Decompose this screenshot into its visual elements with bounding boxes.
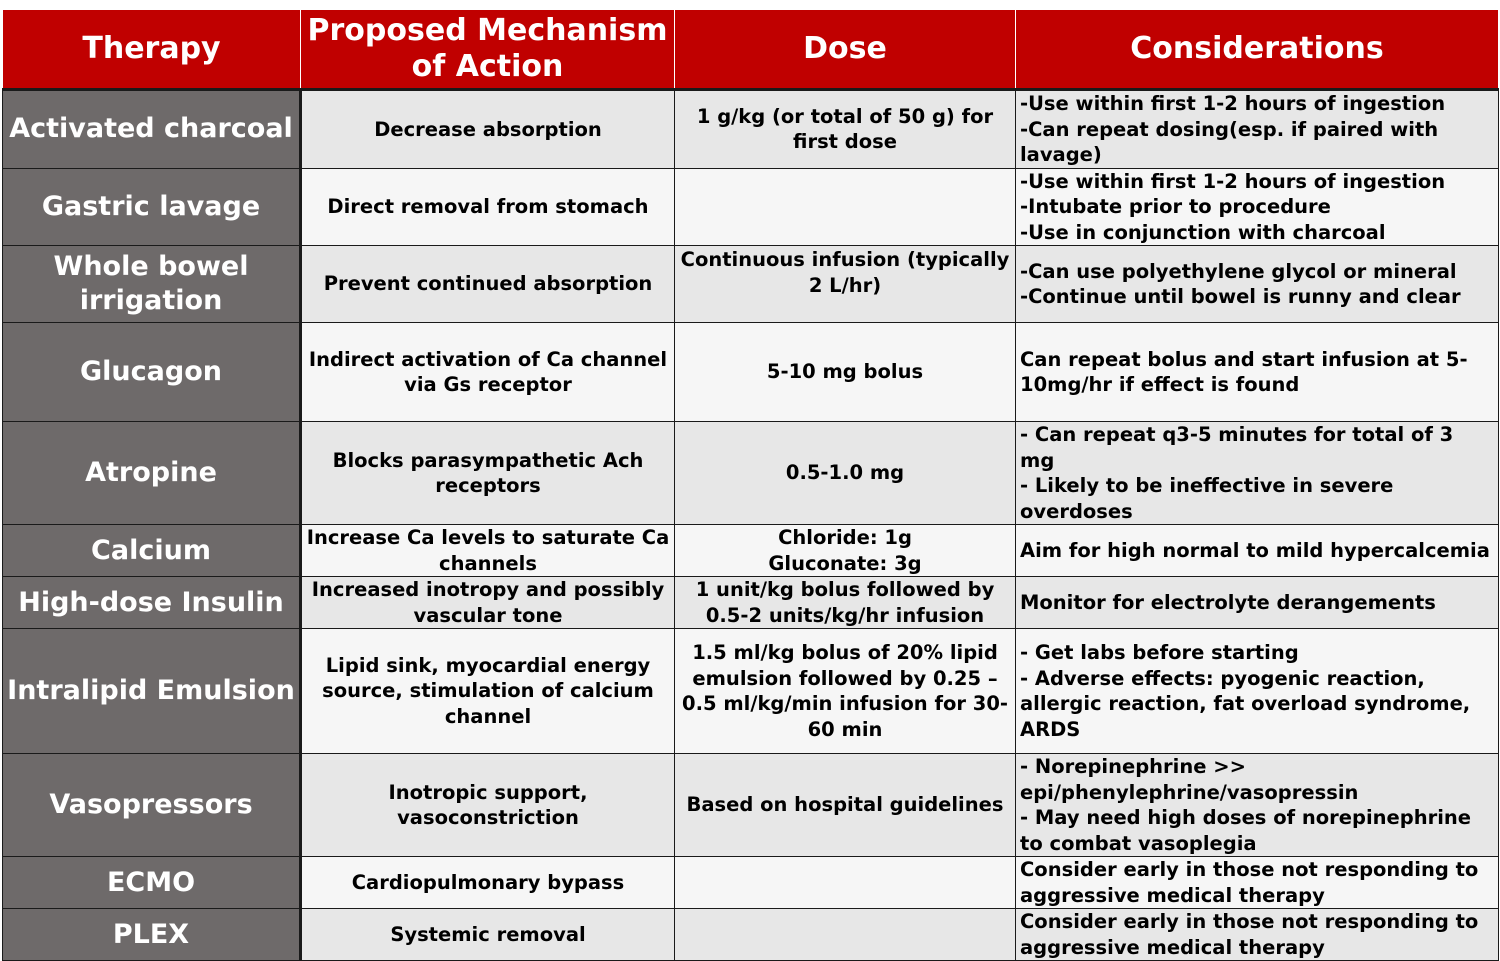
considerations-cell	[1016, 857, 1499, 909]
mechanism-cell: Lipid sink, myocardial energy source, stimulation of calcium channel	[301, 629, 675, 754]
therapy-name: Gastric lavage	[3, 168, 301, 246]
consideration-line: -Use in conjunction with charcoal	[1020, 220, 1386, 244]
dose-cell: 0.5-1.0 mg	[675, 422, 1016, 525]
mechanism-cell: Indirect activation of Ca channel via Gs receptor	[301, 323, 675, 422]
table-row	[3, 525, 1499, 577]
consideration-line: -Continue until bowel is runny and clear	[1020, 285, 1461, 308]
table-row	[3, 857, 1499, 909]
header-row	[3, 10, 1499, 90]
dose-cell: 5-10 mg bolus	[675, 323, 1016, 422]
mechanism-cell: Increased inotropy and possibly vascular tone	[301, 577, 675, 629]
mechanism-cell: Direct removal from stomach	[301, 168, 675, 246]
mechanism-cell: Blocks parasympathetic Ach receptors	[301, 422, 675, 525]
therapy-name: Atropine	[3, 422, 301, 525]
dose-line: Chloride: 1g	[778, 526, 912, 549]
considerations-cell	[1016, 629, 1499, 754]
mechanism-cell: Decrease absorption	[301, 90, 675, 169]
consideration-line: Monitor for electrolyte derangements	[1020, 590, 1436, 614]
consideration-line: - May need high doses of norepinephrine to combat vasoplegia	[1020, 806, 1471, 855]
consideration-line: - Likely to be ineffective in severe overdoses	[1020, 474, 1394, 523]
mechanism-cell: Systemic removal	[301, 909, 675, 961]
consideration-line: -Use within first 1-2 hours of ingestion	[1020, 92, 1446, 115]
therapy-name: Glucagon	[3, 323, 301, 422]
therapy-table-container	[2, 10, 1498, 961]
therapy-name: Intralipid Emulsion	[3, 629, 301, 754]
considerations-cell	[1016, 246, 1499, 323]
considerations-cell	[1016, 422, 1499, 525]
dose-cell	[675, 909, 1016, 961]
dose-cell: Based on hospital guidelines	[675, 754, 1016, 857]
header-dose: Dose	[675, 10, 1016, 90]
table-row	[3, 323, 1499, 422]
header-therapy: Therapy	[3, 10, 301, 90]
consideration-line: - Get labs before starting	[1020, 641, 1299, 664]
dose-cell: 1.5 ml/kg bolus of 20% lipid emulsion followed by 0.25 – 0.5 ml/kg/min infusion for 30-60 min	[675, 629, 1016, 754]
consideration-line: Consider early in those not responding to aggressive medical therapy	[1020, 910, 1479, 959]
considerations-cell	[1016, 323, 1499, 422]
considerations-cell	[1016, 90, 1499, 169]
dose-cell	[675, 168, 1016, 246]
consideration-line: Can repeat bolus and start infusion at 5-10mg/hr if effect is found	[1020, 347, 1468, 396]
consideration-line: Aim for high normal to mild hypercalcemia	[1020, 538, 1490, 562]
mechanism-cell: Increase Ca levels to saturate Ca channels	[301, 525, 675, 577]
consideration-line: -Can use polyethylene glycol or mineral	[1020, 259, 1457, 283]
considerations-cell	[1016, 909, 1499, 961]
dose-line: Gluconate: 3g	[768, 551, 922, 575]
dose-cell: Continuous infusion (typically 2 L/hr)	[675, 246, 1016, 323]
dose-cell	[675, 857, 1016, 909]
considerations-cell	[1016, 577, 1499, 629]
consideration-line: - Adverse effects: pyogenic reaction, allergic reaction, fat overload syndrome, ARDS	[1020, 666, 1471, 741]
dose-cell	[675, 525, 1016, 577]
table-row	[3, 246, 1499, 323]
table-row	[3, 422, 1499, 525]
table-row	[3, 168, 1499, 246]
dose-cell: 1 g/kg (or total of 50 g) for first dose	[675, 90, 1016, 169]
consideration-line: -Intubate prior to procedure	[1020, 195, 1331, 218]
table-row	[3, 754, 1499, 857]
consideration-line: - Norepinephrine >> epi/phenylephrine/vasopressin	[1020, 755, 1359, 804]
table-row	[3, 90, 1499, 169]
therapy-name: Activated charcoal	[3, 90, 301, 169]
dose-cell: 1 unit/kg bolus followed by 0.5-2 units/kg/hr infusion	[675, 577, 1016, 629]
consideration-line: -Use within first 1-2 hours of ingestion	[1020, 169, 1446, 193]
therapy-name: Vasopressors	[3, 754, 301, 857]
therapy-name: High-dose Insulin	[3, 577, 301, 629]
considerations-cell	[1016, 168, 1499, 246]
mechanism-cell: Inotropic support, vasoconstriction	[301, 754, 675, 857]
considerations-cell	[1016, 525, 1499, 577]
considerations-cell	[1016, 754, 1499, 857]
therapy-name: PLEX	[3, 909, 301, 961]
therapy-name: ECMO	[3, 857, 301, 909]
header-mechanism	[301, 10, 675, 90]
therapy-table	[2, 10, 1499, 961]
table-row	[3, 629, 1499, 754]
mechanism-cell: Cardiopulmonary bypass	[301, 857, 675, 909]
consideration-line: - Can repeat q3-5 minutes for total of 3 mg	[1020, 423, 1454, 472]
header-mechanism-line1: Proposed Mechanism	[307, 13, 668, 48]
therapy-name: Whole bowel irrigation	[3, 246, 301, 323]
consideration-line: -Can repeat dosing(esp. if paired with lavage)	[1020, 117, 1439, 166]
header-mechanism-line2: of Action	[411, 49, 564, 84]
header-considerations: Considerations	[1016, 10, 1499, 90]
therapy-name: Calcium	[3, 525, 301, 577]
table-row	[3, 909, 1499, 961]
consideration-line: Consider early in those not responding to aggressive medical therapy	[1020, 858, 1479, 907]
mechanism-cell: Prevent continued absorption	[301, 246, 675, 323]
table-row	[3, 577, 1499, 629]
